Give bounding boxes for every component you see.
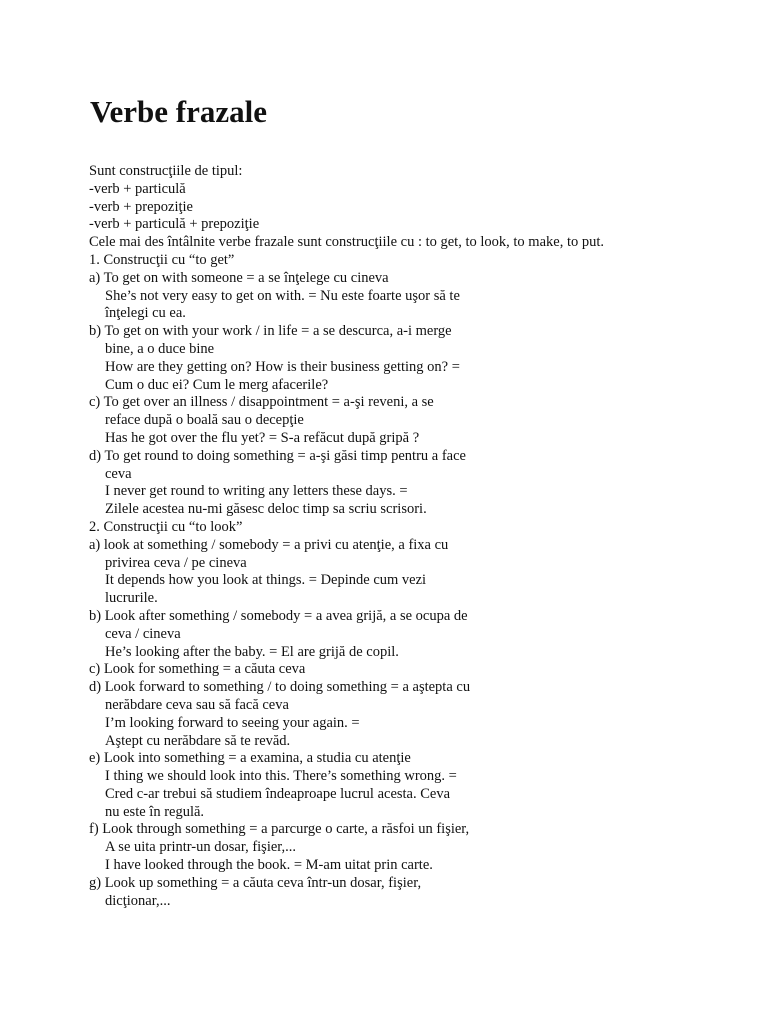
- text-line: Has he got over the flu yet? = S-a refăcut după gripă ?: [105, 429, 420, 446]
- text-line: It depends how you look at things. = Depinde cum vezi: [105, 572, 427, 589]
- text-line: g) Look up something = a căuta ceva într-un dosar, fişier,: [89, 874, 422, 891]
- text-line: Cele mai des întâlnite verbe frazale sunt construcţiile cu : to get, to look, to make, to put.: [89, 234, 605, 251]
- document-body: [89, 163, 749, 910]
- text-line: Sunt construcţiile de tipul:: [89, 163, 243, 179]
- text-line: Cred c-ar trebui să studiem îndeaproape lucrul acesta. Ceva: [105, 785, 451, 802]
- text-line: d) To get round to doing something = a-şi găsi timp pentru a face: [89, 447, 466, 464]
- text-line: b) To get on with your work / in life = a se descurca, a-i merge: [89, 323, 452, 340]
- text-line: c) To get over an illness / disappointment = a-şi reveni, a se: [89, 394, 434, 411]
- text-line: I thing we should look into this. There’s something wrong. =: [105, 768, 457, 785]
- text-line: -verb + prepoziţie: [89, 198, 193, 215]
- text-line: I never get round to writing any letters these days. =: [105, 483, 408, 500]
- text-line: lucrurile.: [105, 590, 158, 607]
- text-line: He’s looking after the baby. = El are grijă de copil.: [105, 643, 399, 660]
- text-line: nerăbdare ceva sau să facă ceva: [105, 696, 289, 713]
- text-line: c) Look for something = a căuta ceva: [89, 661, 306, 678]
- text-line: privirea ceva / pe cineva: [105, 554, 247, 571]
- text-line: e) Look into something = a examina, a studia cu atenţie: [89, 750, 411, 767]
- text-line: Zilele acestea nu-mi găsesc deloc timp sa scriu scrisori.: [105, 501, 427, 518]
- text-line: f) Look through something = a parcurge o carte, a răsfoi un fişier,: [89, 821, 470, 838]
- text-line: înţelegi cu ea.: [105, 305, 186, 322]
- text-line: a) look at something / somebody = a privi cu atenţie, a fixa cu: [89, 536, 449, 553]
- text-line: ceva: [105, 465, 132, 482]
- text-line: How are they getting on? How is their business getting on? =: [105, 358, 460, 375]
- text-line: I’m looking forward to seeing your again. =: [105, 714, 360, 731]
- text-line: -verb + particulă: [89, 180, 186, 197]
- text-line: bine, a o duce bine: [105, 340, 215, 357]
- text-line: reface după o boală sau o decepţie: [105, 412, 304, 429]
- text-line: a) To get on with someone = a se înţelege cu cineva: [89, 269, 389, 286]
- text-line: b) Look after something / somebody = a avea grijă, a se ocupa de: [89, 607, 468, 624]
- text-line: dicţionar,...: [105, 892, 171, 909]
- document-title: Verbe frazale: [90, 94, 268, 129]
- text-line: I have looked through the book. = M-am uitat prin carte.: [105, 857, 433, 874]
- text-line: d) Look forward to something / to doing something = a aştepta cu: [89, 679, 471, 696]
- text-line: She’s not very easy to get on with. = Nu este foarte uşor să te: [105, 287, 460, 304]
- text-line: Aştept cu nerăbdare să te revăd.: [105, 732, 291, 749]
- text-line: -verb + particulă + prepoziţie: [89, 216, 260, 233]
- text-line: Cum o duc ei? Cum le merg afacerile?: [105, 376, 329, 393]
- text-line: 2. Construcţii cu “to look”: [89, 518, 243, 535]
- text-line: nu este în regulă.: [105, 803, 205, 820]
- text-line: 1. Construcţii cu “to get”: [89, 251, 235, 268]
- text-line: ceva / cineva: [105, 625, 181, 642]
- text-line: A se uita printr-un dosar, fişier,...: [105, 839, 297, 856]
